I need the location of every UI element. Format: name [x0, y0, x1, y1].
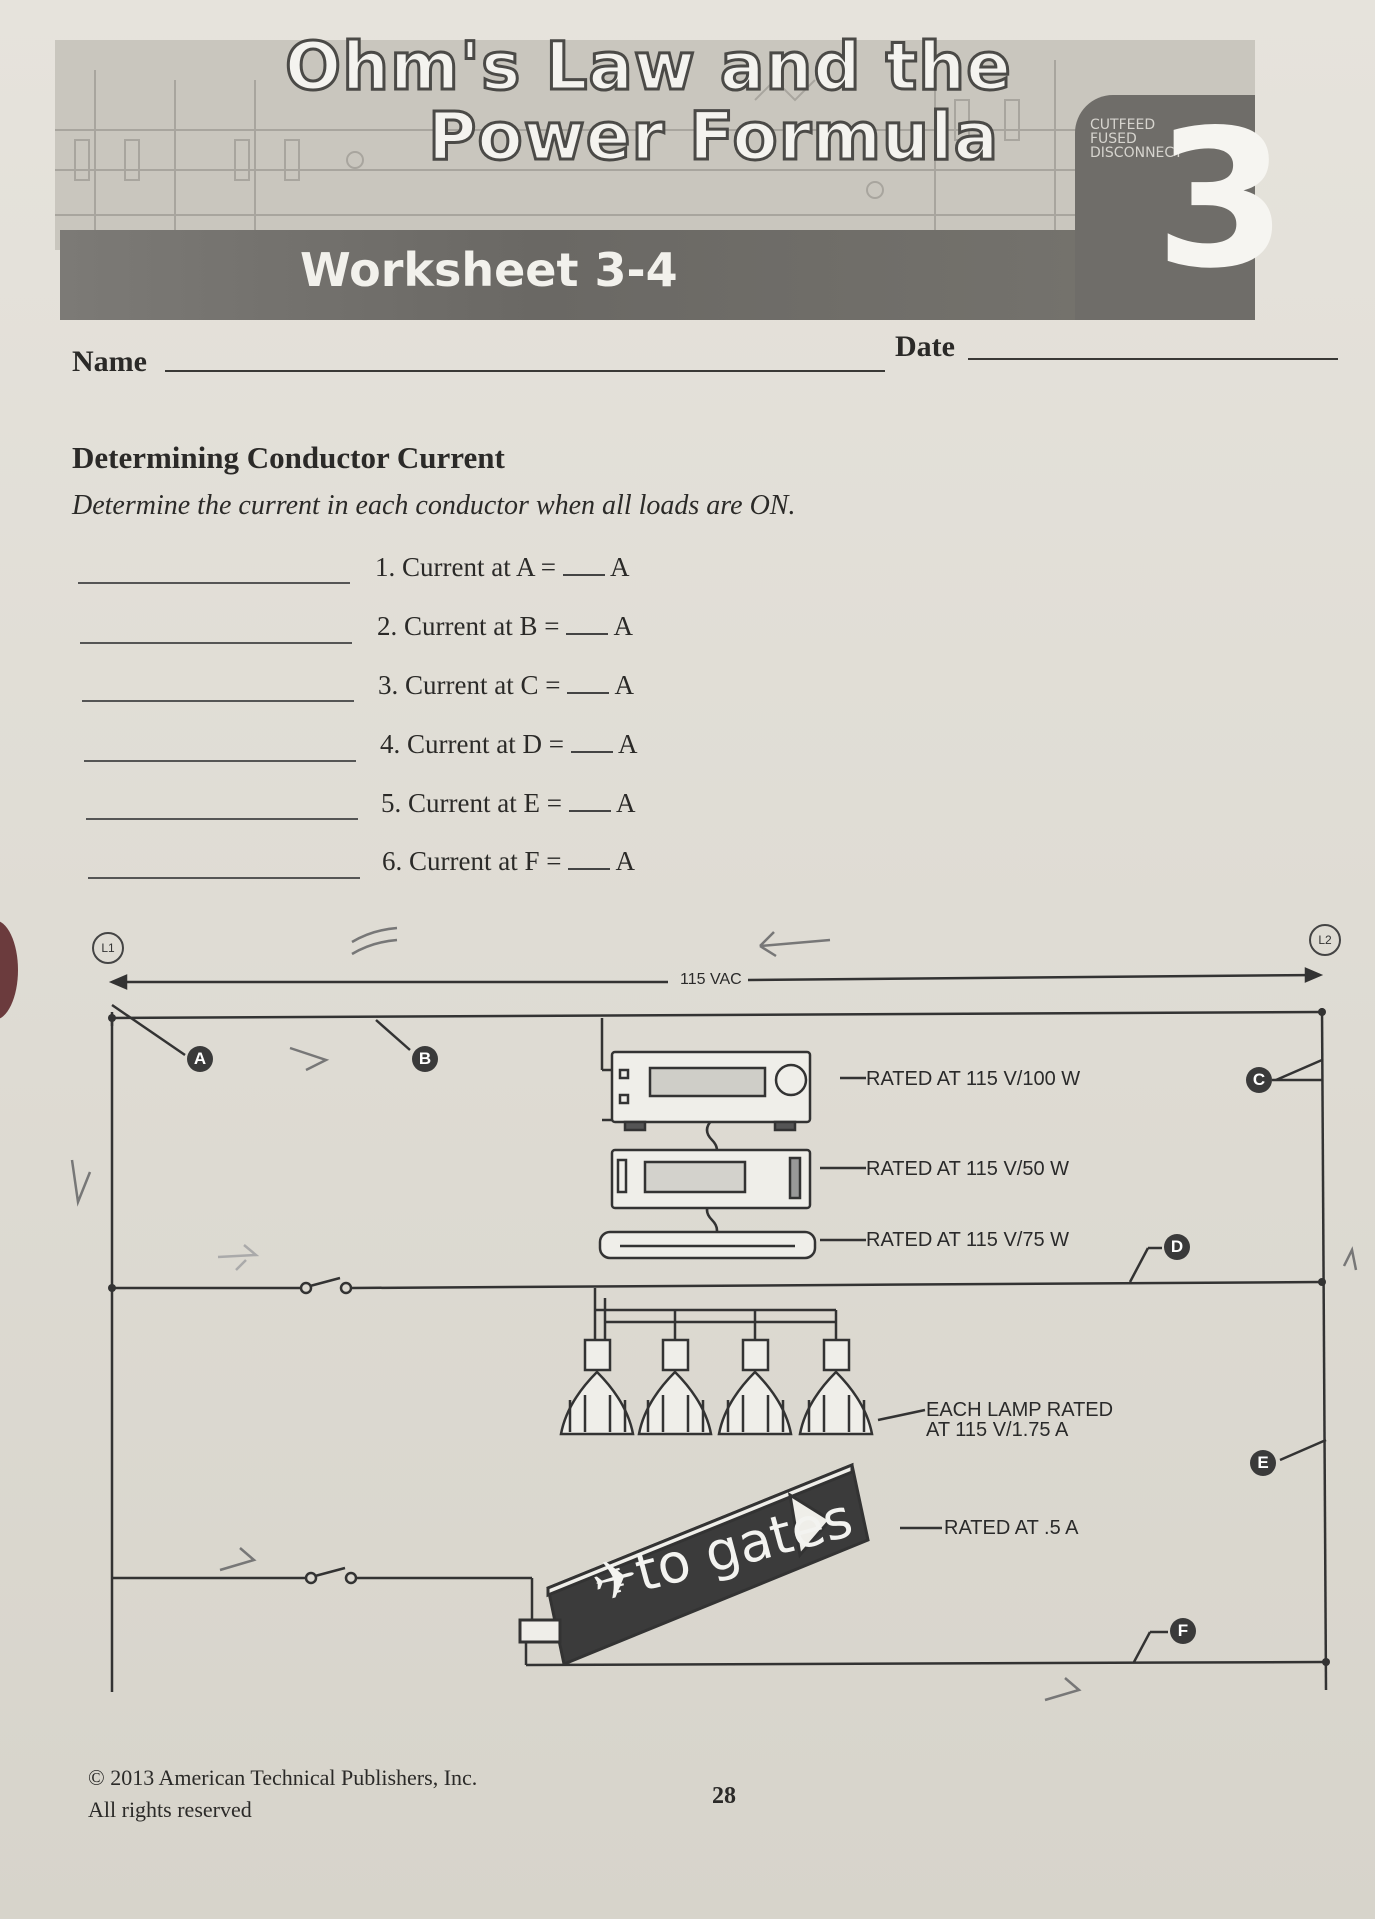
- tape-deck-device: [612, 1150, 810, 1208]
- lamp-row: [561, 1340, 872, 1434]
- lamp-4: [800, 1340, 872, 1434]
- leader-f: [1134, 1632, 1150, 1662]
- question-number: 3.: [378, 670, 399, 700]
- question-unit: A: [615, 788, 636, 818]
- title-line-2: Power Formula: [428, 98, 1000, 175]
- point-a-label: A: [187, 1046, 213, 1072]
- switch-1-blade: [310, 1278, 340, 1286]
- question-number: 6.: [382, 846, 403, 876]
- tape-deck-rating: RATED AT 115 V/50 W: [866, 1158, 1070, 1180]
- question-number: 2.: [377, 611, 398, 641]
- page-number: 28: [712, 1783, 736, 1809]
- question-text: Current at A =: [402, 552, 556, 582]
- question-unit: A: [613, 611, 633, 641]
- section-title: Determining Conductor Current: [72, 440, 505, 475]
- arrowhead-left-icon: [112, 976, 126, 988]
- dvd-player-device: [600, 1232, 815, 1258]
- voltage-dimension-right: [748, 975, 1320, 980]
- chapter-number: 3: [1155, 89, 1288, 310]
- question-unit: A: [609, 552, 630, 582]
- question-text: Current at D =: [407, 729, 564, 759]
- line-2-label: L2: [1309, 924, 1341, 956]
- banner-cutout-text: CUTFEED FUSED DISCONNECT: [1090, 117, 1183, 161]
- receiver-rating: RATED AT 115 V/100 W: [866, 1068, 1081, 1090]
- voltage-label: 115 VAC: [680, 971, 742, 988]
- rail-l2: [1322, 1008, 1326, 1690]
- point-c-label: C: [1246, 1067, 1272, 1093]
- question-unit: A: [617, 729, 638, 759]
- receiver-device: [612, 1052, 810, 1130]
- date-label: Date: [895, 330, 955, 363]
- leader-c: [1276, 1060, 1322, 1080]
- lamp-2: [639, 1340, 711, 1434]
- point-e-label: E: [1250, 1450, 1276, 1476]
- dvd-rating: RATED AT 115 V/75 W: [866, 1229, 1070, 1251]
- arrowhead-right-icon: [1306, 969, 1320, 981]
- question-text: Current at E =: [408, 788, 562, 818]
- switch-2-blade: [315, 1568, 345, 1576]
- lamp-rating: EACH LAMP RATED AT 115 V/1.75 A: [926, 1399, 1114, 1441]
- sign-rating: RATED AT .5 A: [944, 1517, 1079, 1539]
- question-text: Current at C =: [405, 670, 561, 700]
- rung-2-right: [351, 1282, 1322, 1288]
- question-number: 5.: [381, 788, 402, 818]
- question-text: Current at B =: [404, 611, 560, 641]
- worksheet-title: Worksheet 3-4: [300, 243, 678, 297]
- leader-b: [376, 1020, 410, 1050]
- instructions: Determine the current in each conductor when all loads are ON.: [72, 490, 796, 521]
- lamp-3: [719, 1340, 791, 1434]
- airplane-icon: ✈: [585, 1543, 646, 1616]
- question-number: 1.: [375, 552, 396, 582]
- sign-text: ✈to gates: [585, 1486, 859, 1616]
- title-line-1: Ohm's Law and the: [285, 28, 1012, 105]
- leader-d: [1130, 1248, 1148, 1282]
- point-b-label: B: [412, 1046, 438, 1072]
- copyright: © 2013 American Technical Publishers, Inc. All rights reserved: [88, 1765, 478, 1822]
- lamp-1: [561, 1340, 633, 1434]
- leader-e: [1280, 1440, 1326, 1460]
- question-text: Current at F =: [409, 846, 562, 876]
- question-number: 4.: [380, 729, 401, 759]
- name-label: Name: [72, 345, 147, 378]
- question-unit: A: [615, 846, 635, 876]
- rung-top: [112, 1012, 1322, 1018]
- line-1-label: L1: [92, 932, 124, 964]
- leader-a: [112, 1005, 185, 1055]
- rung-3-bottom: [526, 1662, 1326, 1665]
- point-d-label: D: [1164, 1234, 1190, 1260]
- question-unit: A: [614, 670, 634, 700]
- point-f-label: F: [1170, 1618, 1196, 1644]
